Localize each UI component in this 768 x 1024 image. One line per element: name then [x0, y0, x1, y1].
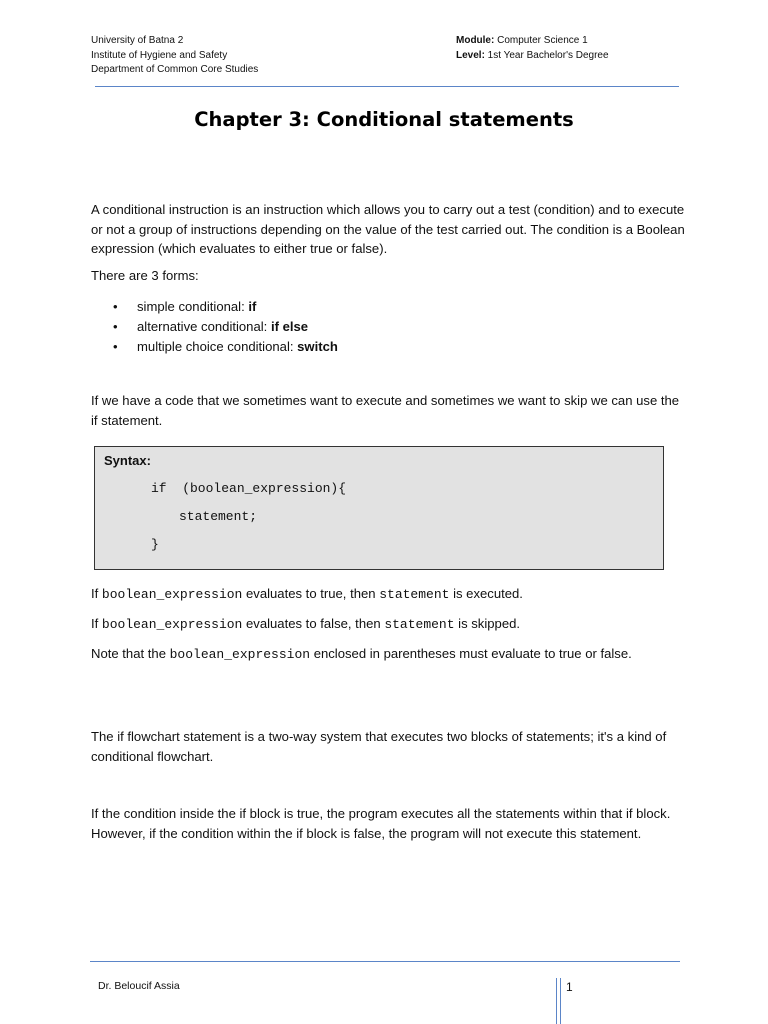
forms-list: [91, 297, 338, 357]
header-module: Module: Computer Science 1: [456, 35, 588, 46]
code-line-close: }: [151, 537, 159, 552]
header-rule: [95, 86, 679, 87]
intro-paragraph: A conditional instruction is an instruction which allows you to carry out a test (condition) and to execute or not a group of instructions depending on the value of the test carried out. The condition is a Boolean expression (which evaluates to either true or false).: [91, 202, 685, 256]
list-item: • alternative conditional: if else: [113, 319, 309, 334]
keyword-if-else: if else: [270, 319, 309, 334]
page-title: Chapter 3: Conditional statements: [194, 108, 574, 131]
rule-note: Note that the boolean_expression enclosed in parentheses must evaluate to true or false.: [91, 646, 632, 662]
syntax-box: [94, 446, 664, 570]
header-level: Level: 1st Year Bachelor's Degree: [456, 49, 609, 61]
forms-intro: There are 3 forms:: [91, 268, 199, 283]
footer-author: Dr. Beloucif Assia: [98, 980, 180, 992]
code-line-if: if (boolean_expression){: [151, 481, 347, 496]
page-number: 1: [566, 980, 573, 994]
list-item: • simple conditional: if: [113, 299, 257, 314]
keyword-switch: switch: [297, 339, 338, 354]
code-line-statement: statement;: [179, 509, 258, 524]
header-course-info: [456, 34, 609, 63]
header-institution: [91, 34, 258, 78]
condition-paragraph: If the condition inside the if block is true, the program executes all the statements within that if block. However, if the condition within the if block is false, the program will not execute this statement.: [91, 806, 671, 841]
footer-divider: [556, 978, 561, 1024]
footer-rule: [90, 961, 680, 962]
rule-false: If boolean_expression evaluates to false, then statement is skipped.: [91, 616, 521, 632]
header-department: Department of Common Core Studies: [91, 64, 259, 75]
list-item: • multiple choice conditional: switch: [113, 339, 338, 354]
keyword-if: if: [248, 299, 257, 314]
rule-true: If boolean_expression evaluates to true, then statement is executed.: [91, 586, 523, 602]
header-institute: Institute of Hygiene and Safety: [91, 49, 228, 61]
flowchart-paragraph: The if flowchart statement is a two-way system that executes two blocks of statements; it's a kind of conditional flowchart.: [91, 729, 667, 764]
syntax-label: Syntax:: [104, 453, 151, 468]
if-intro-paragraph: If we have a code that we sometimes want to execute and sometimes we want to skip we can use the if statement.: [91, 393, 680, 428]
header-university: University of Batna 2: [91, 35, 184, 46]
